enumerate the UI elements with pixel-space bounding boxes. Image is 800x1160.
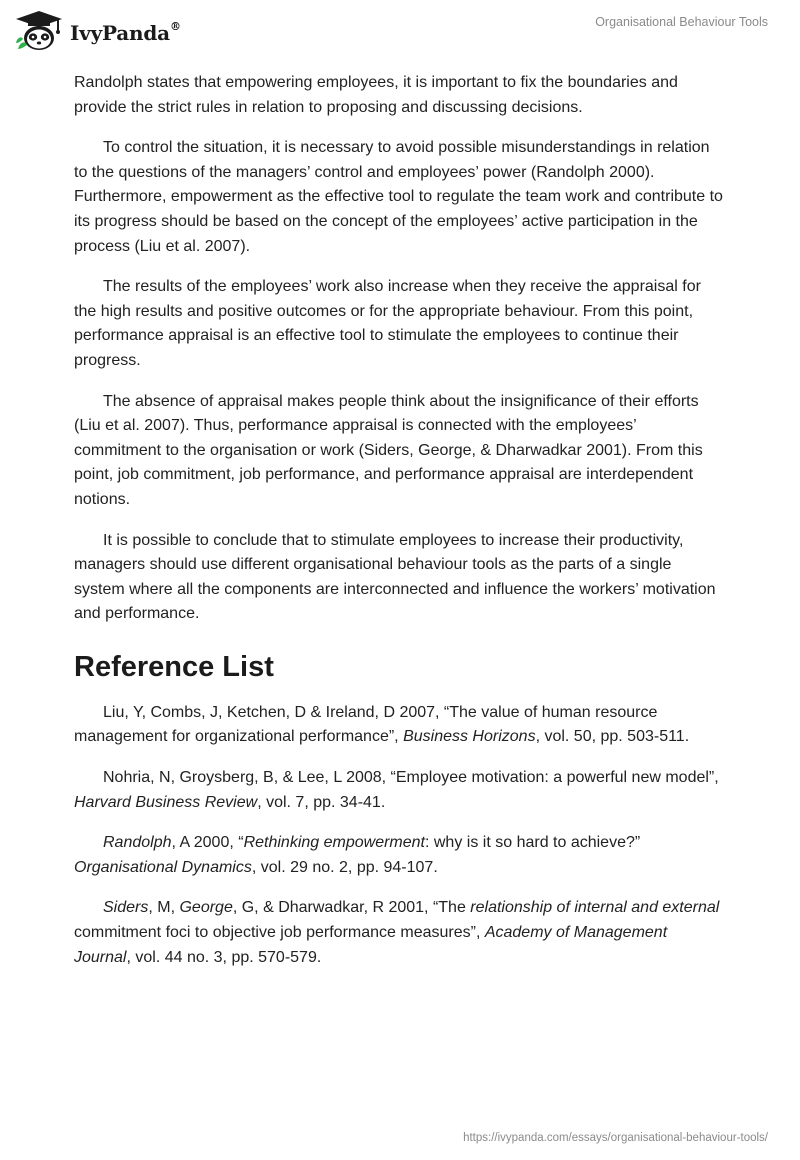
reference-entry: Nohria, N, Groysberg, B, & Lee, L 2008, “Employee motivation: a powerful new model”, Harvard Business Review, vol. 7, pp. 34-41. bbox=[74, 769, 719, 811]
reference-entry: Siders, M, George, G, & Dharwadkar, R 2001, “The relationship of internal and external commitment foci to objective job performance measures”, Academy of Management Journal, vol. 44 no. 3, pp. 570-579. bbox=[74, 899, 720, 966]
body-paragraph: The results of the employees’ work also increase when they receive the appraisal for the high results and positive outcomes or for the appropriate behaviour. From this point, performance appraisal is an effective tool to stimulate the employees to continue their progress. bbox=[74, 278, 701, 369]
reference-entry: Randolph, A 2000, “Rethinking empowerment: why is it so hard to achieve?” Organisational Dynamics, vol. 29 no. 2, pp. 94-107. bbox=[74, 834, 641, 876]
document-title: Organisational Behaviour Tools bbox=[595, 15, 768, 29]
body-paragraph: To control the situation, it is necessary to avoid possible misunderstandings in relation to the questions of the managers’ control and employees’ power (Randolph 2000). Furthermore, empowerment as the effective tool to regulate the team work and contribute to its progress should be based on the concept of the employees’ active participation in the process (Liu et al. 2007). bbox=[74, 139, 723, 255]
ivypanda-logo[interactable] bbox=[14, 9, 181, 53]
body-paragraph: Randolph states that empowering employees, it is important to fix the boundaries and provide the strict rules in relation to proposing and discussing decisions. bbox=[74, 74, 678, 116]
panda-graduate-icon bbox=[14, 9, 64, 53]
body-paragraph: It is possible to conclude that to stimulate employees to increase their productivity, managers should use different organisational behaviour tools as the parts of a single system where all the components are interconnected and influence the workers’ motivation and performance. bbox=[74, 531, 716, 623]
reference-entry: Liu, Y, Combs, J, Ketchen, D & Ireland, D 2007, “The value of human resource management for organizational performance”, Business Horizons, vol. 50, pp. 503-511. bbox=[74, 703, 690, 746]
reference-list bbox=[74, 701, 724, 970]
source-url[interactable]: https://ivypanda.com/essays/organisational-behaviour-tools/ bbox=[463, 1132, 768, 1144]
essay-content bbox=[74, 71, 724, 986]
brand-name: IvyPanda® bbox=[70, 20, 181, 45]
reference-list-heading: Reference List bbox=[74, 650, 274, 683]
body-paragraph: The absence of appraisal makes people think about the insignificance of their efforts (Liu et al. 2007). Thus, performance appraisal is connected with the employees’ commitment to the organisation or work (Siders, George, & Dharwadkar 2001). From this point, job commitment, job performance, and performance appraisal are interdependent notions. bbox=[74, 392, 703, 508]
page-header bbox=[0, 0, 800, 70]
